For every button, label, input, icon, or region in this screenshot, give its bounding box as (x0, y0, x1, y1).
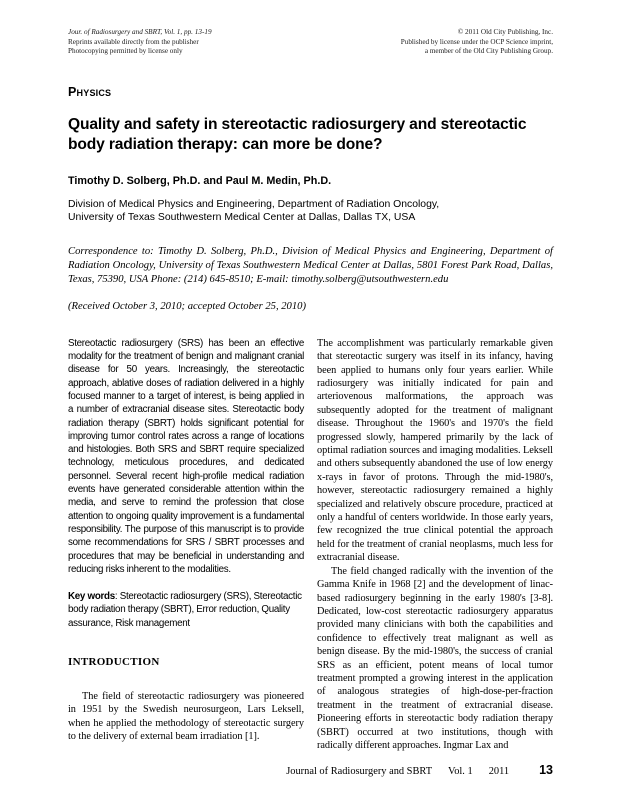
abstract-text: Stereotactic radiosurgery (SRS) has been an effective modality for the treatment of benign and malignant cranial disease for 50 years. Increasingly, the stereotactic approach, ablative doses of radiation delivered in a highly focused manner to a target of interest, is being applied in a number of extracranial disease sites. Stereotactic body radiation therapy (SBRT) holds significant potential for improving tumor control rates across a range of locations and histologies. Both SRS and SBRT require specialized technology, meticulous procedures, and dedicated personnel. Several recent high-profile medical radiation events have generated considerable attention within the media, and serve to remind the profession that close attention to ongoing quality improvement is a fundamental responsibility. The purpose of this manuscript is to provide some recommendations for SRS / SBRT processes and procedures that may be beneficial in understanding and reducing risks inherent to the modalities. (68, 337, 304, 575)
introduction-heading: INTRODUCTION (68, 656, 160, 669)
header-imprint-line: Published by license under the OCP Science imprint, (400, 37, 553, 46)
page-header (68, 28, 553, 57)
header-citation-line: Jour. of Radiosurgery and SBRT, Vol. 1, pp. 13-19 (68, 28, 212, 36)
header-reprints-line: Reprints available directly from the publisher (68, 37, 199, 46)
keywords-text: : Stereotactic radiosurgery (SRS), Stereotactic body radiation therapy (SBRT), Error reduction, Quality assurance, Risk management (68, 591, 302, 629)
two-column-body (68, 337, 553, 753)
right-column (317, 337, 553, 753)
keywords-label: Key words (68, 591, 115, 603)
section-label: Physics (68, 84, 112, 99)
body-paragraph-2: The field changed radically with the invention of the Gamma Knife in 1968 [2] and the development of linac-based radiosurgery beginning in the early 1980's [3-8]. Dedicated, low-cost stereotactic radiosurgery apparatus provided many clinicians with both the capabilities and confidence to effectively treat malignant as well as benign disease. By the mid-1980's, the success of cranial SRS as an efficient, potent means of local tumor treatment prompted a growing interest in the application of analogous strategies of high-dose-per-fraction treatment in the treatment of extracranial disease. Pioneering efforts in stereotactic body radiation therapy (SBRT) occurred at two institutions, though with radically different approaches. Ingmar Lax and (317, 565, 553, 751)
header-right-block (401, 28, 553, 57)
introduction-paragraph: The field of stereotactic radiosurgery was pioneered in 1951 by the Swedish neurosurgeon, Lars Leksell, when he applied the methodology of stereotactic surgery to the delivery of external beam irradiation [1]. (68, 691, 304, 743)
header-photocopy-line: Photocopying permitted by license only (68, 47, 183, 56)
header-left-block (68, 28, 212, 57)
correspondence-note: Correspondence to: Timothy D. Solberg, Ph.D., Division of Medical Physics and Engineering, Department of Radiation Oncology, University of Texas Southwestern Medical Center at Dallas, 5801 Forest Park Road, Dallas, Texas, 75390, USA Phone: (214) 645-8510; E-mail: timothy.solberg@utsouthwestern.edu (68, 245, 553, 285)
footer-journal-name: Journal of Radiosurgery and SBRT (286, 766, 433, 777)
page-footer (286, 763, 553, 777)
affiliation-line-1: Division of Medical Physics and Engineering, Department of Radiation Oncology, (68, 198, 440, 210)
authors: Timothy D. Solberg, Ph.D. and Paul M. Medin, Ph.D. (68, 174, 332, 187)
article-title: Quality and safety in stereotactic radiosurgery and stereotactic body radiation therapy: can more be done? (68, 115, 527, 154)
footer-page-number: 13 (539, 763, 553, 777)
affiliation-line-2: University of Texas Southwestern Medical Center at Dallas, Dallas TX, USA (68, 211, 416, 223)
left-column (68, 337, 304, 753)
header-group-line: a member of the Old City Publishing Group. (424, 47, 553, 56)
footer-year: 2011 (488, 766, 510, 777)
received-dates: (Received October 3, 2010; accepted October 25, 2010) (68, 300, 306, 312)
header-copyright-line: © 2011 Old City Publishing, Inc. (457, 28, 553, 36)
affiliation (68, 198, 553, 224)
keywords (68, 590, 304, 630)
footer-volume: Vol. 1 (448, 766, 473, 777)
body-paragraph-1: The accomplishment was particularly remarkable given that stereotactic surgery was itself in its infancy, having been applied to humans only four years earlier. While radiosurgery was initially indicated for pain and arteriovenous malformations, the approach was subsequently adopted for the treatment of malignant disease. Throughout the 1960's and 1970's the field progressed slowly, hampered primarily by the lack of optimal radiation sources and imaging modalities. Leksell and others subsequently abandoned the use of low energy x-rays in favor of protons. Through the mid-1980's, however, stereotactic radiosurgery remained a highly specialized and relatively obscure procedure, practiced at only a handful of centers worldwide. In those early years, few recognized the true clinical potential the approach held for the treatment of cranial neoplasms, much less for extracranial disease. (317, 337, 553, 564)
